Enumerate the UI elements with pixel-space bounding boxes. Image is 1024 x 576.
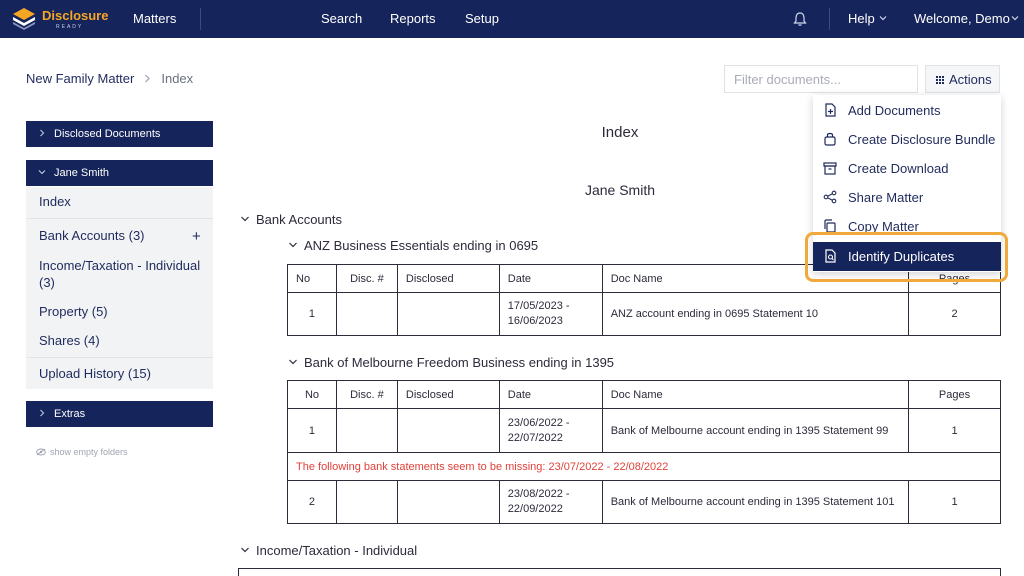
menu-item-label: Add Documents bbox=[848, 103, 941, 118]
nav-help[interactable]: Help bbox=[848, 11, 875, 26]
nav-matters[interactable]: Matters bbox=[133, 11, 177, 26]
sidebar-disclosed-label: Disclosed Documents bbox=[54, 128, 161, 140]
sidebar-item-income-taxation[interactable]: Income/Taxation - Individual (3) bbox=[39, 258, 201, 290]
show-empty-label: show empty folders bbox=[50, 447, 128, 457]
menu-item-label: Share Matter bbox=[848, 190, 924, 205]
cell-disc bbox=[336, 481, 397, 524]
chevron-down-icon bbox=[240, 545, 250, 555]
top-nav bbox=[0, 0, 1024, 38]
sidebar-divider bbox=[26, 357, 213, 358]
section-label: Income/Taxation - Individual bbox=[256, 543, 418, 558]
chevron-down-icon bbox=[288, 357, 298, 367]
cell-pages: 1 bbox=[909, 481, 1001, 524]
nav-divider bbox=[829, 8, 830, 30]
cell-disc bbox=[336, 409, 397, 453]
section-income-taxation[interactable] bbox=[240, 543, 417, 558]
date-start: 17/05/2023 - bbox=[507, 300, 570, 312]
chevron-right-icon bbox=[38, 129, 46, 137]
nav-divider bbox=[200, 8, 201, 30]
logo-subtext: READY bbox=[56, 24, 84, 30]
breadcrumb-current: Index bbox=[161, 71, 194, 86]
chevron-down-icon bbox=[879, 14, 887, 22]
date-start: 23/08/2022 - bbox=[507, 488, 570, 500]
actions-button[interactable] bbox=[925, 65, 1000, 93]
cell-no: 2 bbox=[288, 481, 337, 524]
cell-doc-name[interactable]: ANZ account ending in 0695 Statement 10 bbox=[602, 293, 908, 336]
date-end: 22/09/2022 bbox=[507, 503, 563, 515]
missing-statements-warning: The following bank statements seem to be missing: 23/07/2022 - 22/08/2022 bbox=[288, 453, 1001, 481]
cell-date bbox=[499, 293, 602, 336]
column-header-disclosed[interactable]: Disclosed bbox=[397, 381, 499, 409]
menu-item-label: Copy Matter bbox=[848, 219, 919, 234]
column-header-pages[interactable]: Pages bbox=[909, 381, 1001, 409]
cell-disc bbox=[336, 293, 397, 336]
menu-item-create-download[interactable] bbox=[813, 154, 1001, 183]
sidebar-folder-panel bbox=[26, 187, 213, 389]
page-title: Index bbox=[601, 124, 639, 141]
sidebar-divider bbox=[26, 218, 213, 219]
actions-label: Actions bbox=[949, 72, 992, 87]
app-logo[interactable] bbox=[12, 6, 109, 32]
menu-item-label: Create Disclosure Bundle bbox=[848, 132, 996, 147]
income-table-partial bbox=[238, 568, 1001, 576]
menu-item-add-documents[interactable] bbox=[813, 96, 1001, 125]
logo-icon bbox=[12, 7, 36, 31]
chevron-down-icon bbox=[288, 240, 298, 250]
cell-disclosed bbox=[397, 293, 499, 336]
chevron-right-icon bbox=[144, 71, 151, 86]
logo-text: Disclosure bbox=[42, 8, 109, 23]
menu-item-label: Identify Duplicates bbox=[848, 249, 955, 264]
table-row[interactable] bbox=[288, 409, 1001, 453]
sidebar-item-bank-accounts[interactable]: Bank Accounts (3) bbox=[39, 228, 145, 243]
date-end: 16/06/2023 bbox=[507, 315, 563, 327]
sidebar-extras-label: Extras bbox=[54, 408, 86, 420]
chevron-down-icon bbox=[240, 214, 250, 224]
sidebar-item-upload-history[interactable]: Upload History (15) bbox=[39, 366, 151, 381]
cell-pages: 1 bbox=[909, 409, 1001, 453]
grid-icon bbox=[936, 76, 944, 84]
date-start: 23/06/2022 - bbox=[507, 416, 570, 429]
bank-of-melbourne-documents-table bbox=[287, 380, 1001, 524]
filter-documents-input[interactable] bbox=[724, 65, 918, 93]
column-header-disc[interactable]: Disc. # bbox=[336, 381, 397, 409]
missing-statements-row bbox=[288, 453, 1001, 481]
account-anz-heading[interactable] bbox=[288, 238, 538, 253]
section-label: Bank Accounts bbox=[256, 212, 342, 227]
account-name: ANZ Business Essentials ending in 0695 bbox=[304, 238, 539, 253]
column-header-date[interactable]: Date bbox=[499, 381, 602, 409]
cell-disclosed bbox=[397, 481, 499, 524]
cell-doc-name[interactable]: Bank of Melbourne account ending in 1395 Statement 99 bbox=[602, 409, 908, 453]
account-name: Bank of Melbourne Freedom Business ending in 1395 bbox=[304, 355, 615, 370]
nav-search[interactable]: Search bbox=[321, 11, 363, 26]
sidebar-item-index[interactable]: Index bbox=[39, 194, 71, 209]
column-header-no[interactable]: No bbox=[288, 265, 337, 293]
sidebar-item-shares[interactable]: Shares (4) bbox=[39, 333, 100, 348]
sidebar-item-property[interactable]: Property (5) bbox=[39, 304, 108, 319]
chevron-right-icon bbox=[38, 409, 46, 417]
column-header-date[interactable]: Date bbox=[499, 265, 602, 293]
highlight-callout bbox=[805, 232, 1008, 282]
share-icon bbox=[823, 190, 837, 204]
cell-disclosed bbox=[397, 409, 499, 453]
nav-user-menu[interactable]: Welcome, Demo bbox=[914, 11, 1010, 26]
menu-item-create-disclosure-bundle[interactable] bbox=[813, 125, 1001, 154]
sidebar-extras[interactable] bbox=[26, 401, 213, 427]
bundle-icon bbox=[823, 132, 837, 146]
date-end: 22/07/2022 bbox=[507, 431, 563, 444]
nav-setup[interactable]: Setup bbox=[465, 11, 499, 26]
chevron-down-icon bbox=[38, 168, 46, 176]
cell-no: 1 bbox=[288, 409, 337, 453]
archive-icon bbox=[823, 161, 837, 175]
notification-bell-icon[interactable] bbox=[792, 11, 808, 27]
column-header-pages[interactable]: Pages bbox=[909, 265, 1001, 293]
column-header-disclosed[interactable]: Disclosed bbox=[397, 265, 499, 293]
sidebar-disclosed-documents[interactable] bbox=[26, 121, 213, 147]
menu-item-share-matter[interactable] bbox=[813, 183, 1001, 212]
menu-item-copy-matter[interactable] bbox=[813, 212, 1001, 234]
column-header-doc-name[interactable]: Doc Name bbox=[602, 265, 908, 293]
cell-doc-name[interactable]: Bank of Melbourne account ending in 1395 Statement 101 bbox=[602, 481, 908, 524]
table-header-row bbox=[288, 381, 1001, 409]
menu-item-label: Create Download bbox=[848, 161, 949, 176]
nav-reports[interactable]: Reports bbox=[390, 11, 436, 26]
person-heading: Jane Smith bbox=[584, 182, 656, 198]
table-row[interactable] bbox=[288, 481, 1001, 524]
breadcrumb bbox=[26, 71, 193, 86]
column-header-doc-name[interactable]: Doc Name bbox=[602, 381, 908, 409]
chevron-down-icon bbox=[1011, 14, 1019, 22]
cell-date bbox=[499, 481, 602, 524]
add-folder-plus-icon[interactable]: + bbox=[192, 228, 201, 245]
account-bank-of-melbourne-heading[interactable] bbox=[288, 355, 614, 370]
table-row[interactable] bbox=[288, 293, 1001, 336]
column-header-no[interactable]: No bbox=[288, 381, 337, 409]
sidebar-person-jane-smith[interactable] bbox=[26, 160, 213, 186]
copy-icon bbox=[823, 219, 837, 233]
eye-off-icon bbox=[36, 448, 46, 456]
show-empty-folders-toggle[interactable] bbox=[36, 447, 128, 457]
sidebar-person-label: Jane Smith bbox=[54, 167, 110, 179]
column-header-disc[interactable]: Disc. # bbox=[336, 265, 397, 293]
breadcrumb-matter-link[interactable]: New Family Matter bbox=[26, 71, 135, 86]
section-bank-accounts[interactable] bbox=[240, 212, 342, 227]
add-document-icon bbox=[823, 103, 837, 117]
cell-no: 1 bbox=[288, 293, 337, 336]
cell-pages: 2 bbox=[909, 293, 1001, 336]
cell-date bbox=[499, 409, 602, 453]
